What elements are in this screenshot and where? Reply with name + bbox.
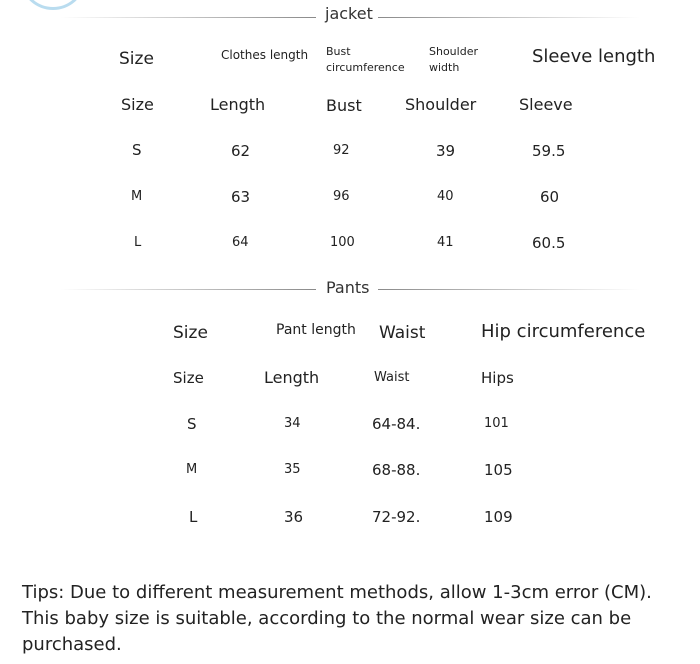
jacket-subheader-shoulder: Shoulder — [405, 95, 477, 114]
divider-left — [60, 289, 316, 290]
table-cell: 105 — [484, 461, 513, 479]
table-cell: L — [134, 235, 142, 250]
table-cell: L — [189, 508, 198, 526]
divider-right — [378, 17, 640, 18]
table-cell: 39 — [436, 142, 456, 160]
table-cell: S — [132, 141, 142, 159]
table-cell: 60.5 — [532, 234, 566, 252]
table-cell: 109 — [484, 508, 513, 526]
table-cell: 35 — [284, 462, 301, 477]
divider-right — [378, 289, 640, 290]
pants-header-size: Size — [173, 323, 208, 343]
table-cell: 96 — [333, 189, 350, 204]
table-cell: M — [186, 462, 198, 477]
pants-subheader-hips: Hips — [481, 369, 514, 387]
jacket-header-sleeve-length: Sleeve length — [532, 46, 656, 67]
pants-header-hip-circumference: Hip circumference — [481, 321, 646, 342]
tips-text: Tips: Due to different measurement methods, allow 1-3cm error (CM). This baby size is suitable, according to the normal wear size can be purchased. — [22, 582, 652, 655]
table-cell: 92 — [333, 143, 350, 158]
pants-section-title: Pants — [326, 278, 370, 297]
table-cell: 34 — [284, 416, 301, 431]
table-cell: 60 — [540, 188, 560, 206]
table-cell: 36 — [284, 508, 304, 526]
jacket-header-bust-circumference: Bust circumference — [326, 45, 405, 74]
table-cell: 62 — [231, 142, 251, 160]
table-cell: S — [187, 415, 197, 433]
divider-left — [60, 17, 316, 18]
table-cell: 72-92. — [372, 508, 421, 526]
jacket-header-size: Size — [119, 49, 154, 69]
pants-header-waist: Waist — [379, 323, 426, 343]
table-cell: 63 — [231, 188, 251, 206]
jacket-subheader-length: Length — [210, 95, 266, 114]
brand-logo-icon — [22, 0, 84, 10]
jacket-subheader-sleeve: Sleeve — [519, 95, 573, 114]
table-cell: 40 — [437, 189, 454, 204]
table-cell: 59.5 — [532, 142, 566, 160]
table-cell: 41 — [437, 235, 454, 250]
pants-header-pant-length: Pant length — [276, 322, 356, 338]
pants-subheader-length: Length — [264, 368, 320, 387]
pants-subheader-waist: Waist — [374, 370, 410, 385]
pants-subheader-size: Size — [173, 369, 204, 387]
table-cell: 64 — [232, 235, 249, 250]
jacket-subheader-size: Size — [121, 95, 154, 114]
jacket-section-title: jacket — [325, 4, 373, 23]
table-cell: 101 — [484, 416, 509, 431]
jacket-subheader-bust: Bust — [326, 96, 362, 115]
table-cell: 68-88. — [372, 461, 421, 479]
table-cell: 100 — [330, 235, 355, 250]
jacket-header-shoulder-width: Shoulder width — [429, 45, 478, 74]
table-cell: 64-84. — [372, 415, 421, 433]
table-cell: M — [131, 189, 143, 204]
jacket-header-clothes-length: Clothes length — [221, 48, 309, 62]
